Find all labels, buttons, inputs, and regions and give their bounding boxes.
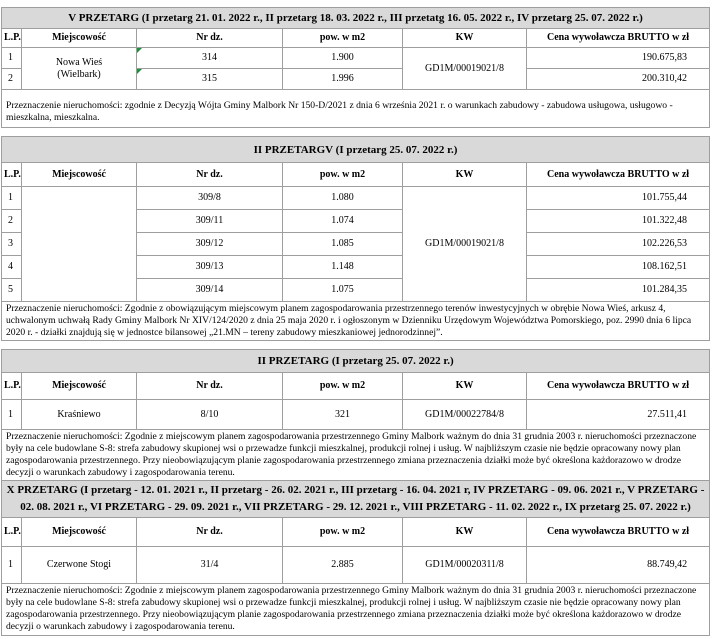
- cell-lp[interactable]: 2: [2, 69, 22, 90]
- auction-table-x: [1, 480, 710, 636]
- header-nr: Nr dz.: [137, 518, 283, 547]
- cell-pow[interactable]: 1.085: [283, 233, 403, 256]
- note-row: [2, 430, 710, 481]
- section-title-row: [2, 8, 710, 29]
- header-row: [2, 518, 710, 547]
- cell-cena[interactable]: 88.749,42: [527, 547, 710, 584]
- header-kw: KW: [403, 373, 527, 400]
- cell-cena[interactable]: 101.755,44: [527, 187, 710, 210]
- header-lp: L.P.: [2, 163, 22, 187]
- cell-cena[interactable]: 200.310,42: [527, 69, 710, 90]
- cell-lp[interactable]: 1: [2, 48, 22, 69]
- header-pow: pow. w m2: [283, 163, 403, 187]
- cell-kw[interactable]: GD1M/00020311/8: [403, 547, 527, 584]
- cell-lp[interactable]: 1: [2, 400, 22, 430]
- header-miejscowosc: Miejscowość: [22, 163, 137, 187]
- cell-pow[interactable]: 1.075: [283, 279, 403, 302]
- cell-cena[interactable]: 27.511,41: [527, 400, 710, 430]
- table-row: [2, 400, 710, 430]
- table-row: [2, 187, 710, 210]
- cell-pow[interactable]: 1.900: [283, 48, 403, 69]
- note-row: [2, 584, 710, 636]
- note-row: [2, 302, 710, 341]
- header-nr: Nr dz.: [137, 163, 283, 187]
- cell-cena[interactable]: 101.322,48: [527, 210, 710, 233]
- cell-nr[interactable]: 8/10: [137, 400, 283, 430]
- header-miejscowosc: Miejscowość: [22, 29, 137, 48]
- header-miejscowosc: Miejscowość: [22, 518, 137, 547]
- cell-nr[interactable]: 314: [137, 48, 283, 69]
- cell-miejscowosc[interactable]: Czerwone Stogi: [22, 547, 137, 584]
- header-lp: L.P.: [2, 518, 22, 547]
- section-title-row: [2, 481, 710, 518]
- header-pow: pow. w m2: [283, 518, 403, 547]
- place-subname: (Wielbark): [57, 68, 101, 80]
- cell-kw[interactable]: GD1M/00019021/8: [403, 48, 527, 90]
- section-title: II PRZETARG (I przetarg 25. 07. 2022 r.): [2, 350, 710, 373]
- header-nr: Nr dz.: [137, 373, 283, 400]
- header-row: [2, 373, 710, 400]
- purpose-note[interactable]: Przeznaczenie nieruchomości: Zgodnie z miejscowym planem zagospodarowania przestrzennego Gminy Malbork ważnym do dnia 31 grudnia 2003 r. nieruchomości przeznaczone były na cele budowlane S-8: strefa zabudowy skupionej wsi o przewadze funkcji mieszkalnej, produkcji rolnej i usług. W najbliższym czasie nie będzie opracowany nowy plan zagospodarowania przestrzennego. Przy nieobowiązującym planie zagospodarowania przestrzennego zmiana przeznaczenia działki może być określona każdorazowo w drodze decyzji o warunkach zabudowy i zagospodarowania terenu.: [2, 430, 710, 481]
- section-title-row: [2, 137, 710, 163]
- auction-table-ii-a: [1, 136, 710, 341]
- cell-nr[interactable]: 309/8: [137, 187, 283, 210]
- cell-cena[interactable]: 101.284,35: [527, 279, 710, 302]
- header-cena: Cena wywoławcza BRUTTO w zł: [527, 29, 710, 48]
- cell-pow[interactable]: 1.996: [283, 69, 403, 90]
- auction-table-ii-b: [1, 349, 710, 481]
- cell-pow[interactable]: 2.885: [283, 547, 403, 584]
- cell-pow[interactable]: 1.074: [283, 210, 403, 233]
- section-title: V PRZETARG (I przetarg 21. 01. 2022 r., II przetarg 18. 03. 2022 r., III przetatg 16. 05. 2022 r., IV przetarg 25. 07. 2022 r.): [2, 8, 710, 29]
- cell-cena[interactable]: 190.675,83: [527, 48, 710, 69]
- header-miejscowosc: Miejscowość: [22, 373, 137, 400]
- sheet-right-margin: [710, 0, 718, 639]
- header-kw: KW: [403, 518, 527, 547]
- cell-nr[interactable]: 309/11: [137, 210, 283, 233]
- table-row: [2, 48, 710, 69]
- header-nr: Nr dz.: [137, 29, 283, 48]
- cell-lp[interactable]: 2: [2, 210, 22, 233]
- header-pow: pow. w m2: [283, 373, 403, 400]
- header-kw: KW: [403, 163, 527, 187]
- purpose-note[interactable]: Przeznaczenie nieruchomości: Zgodnie z miejscowym planem zagospodarowania przestrzennego Gminy Malbork ważnym do dnia 31 grudnia 2003 r. nieruchomości przeznaczone były na cele budowlane S-8: strefa zabudowy skupionej wsi o przewadze funkcji mieszkalnej, produkcji rolnej i usług. W najbliższym czasie nie będzie opracowany nowy plan zagospodarowania przestrzennego. Przy nieobowiązującym planie zagospodarowania przestrzennego zmiana przeznaczenia działki może być określona każdorazowo w drodze decyzji o warunkach zabudowy i zagospodarowania terenu.: [2, 584, 710, 636]
- section-title: II PRZETARGV (I przetarg 25. 07. 2022 r.): [2, 137, 710, 163]
- cell-pow[interactable]: 1.080: [283, 187, 403, 210]
- table-row: [2, 547, 710, 584]
- purpose-note[interactable]: Przeznaczenie nieruchomości: zgodnie z Decyzją Wójta Gminy Malbork Nr 150-D/2021 z dnia 6 września 2021 r. o warunkach zabudowy - zabudowa usługowa, usługowo - mieszkalna, mieszkalna.: [2, 90, 710, 128]
- header-cena: Cena wywoławcza BRUTTO w zł: [527, 373, 710, 400]
- header-lp: L.P.: [2, 29, 22, 48]
- header-row: [2, 29, 710, 48]
- section-title-row: [2, 350, 710, 373]
- cell-cena[interactable]: 102.226,53: [527, 233, 710, 256]
- cell-nr[interactable]: 309/13: [137, 256, 283, 279]
- cell-lp[interactable]: 1: [2, 187, 22, 210]
- cell-miejscowosc[interactable]: [22, 48, 137, 90]
- cell-miejscowosc[interactable]: [22, 187, 137, 302]
- header-kw: KW: [403, 29, 527, 48]
- cell-lp[interactable]: 4: [2, 256, 22, 279]
- header-row: [2, 163, 710, 187]
- purpose-note[interactable]: Przeznaczenie nieruchomości: Zgodnie z obowiązującym miejscowym planem zagospodarowania przestrzennego terenów inwestycyjnych w obrębie Nowa Wieś, arkusz 4, uchwalonym uchwałą Rady Gminy Malbork Nr XIV/124/2020 z dnia 25 maja 2020 r. i ogłoszonym w Dzienniku Urzędowym Województwa Pomorskiego, poz. 2990 dnia 6 lipca 2020 r. - działki znajdują się w jednostce bilansowej „21.MN – tereny zabudowy mieszkaniowej jednorodzinnej”.: [2, 302, 710, 341]
- cell-nr[interactable]: 315: [137, 69, 283, 90]
- place-name: Nowa Wieś: [55, 56, 103, 68]
- note-row: [2, 90, 710, 128]
- header-cena: Cena wywoławcza BRUTTO w zł: [527, 518, 710, 547]
- cell-miejscowosc[interactable]: Kraśniewo: [22, 400, 137, 430]
- cell-lp[interactable]: 1: [2, 547, 22, 584]
- cell-kw[interactable]: GD1M/00022784/8: [403, 400, 527, 430]
- header-cena: Cena wywoławcza BRUTTO w zł: [527, 163, 710, 187]
- auction-table-v: [1, 7, 710, 128]
- cell-cena[interactable]: 108.162,51: [527, 256, 710, 279]
- header-pow: pow. w m2: [283, 29, 403, 48]
- cell-pow[interactable]: 1.148: [283, 256, 403, 279]
- cell-lp[interactable]: 5: [2, 279, 22, 302]
- section-title: X PRZETARG (I przetarg - 12. 01. 2021 r., II przetarg - 26. 02. 2021 r., III przetarg - 16. 04. 2021 r, IV PRZETARG - 09. 06. 2021 r., V PRZETARG - 02. 08. 2021 r., VI PRZETARG - 29. 09. 2021 r., VII PRZETARG - 29. 12. 2021 r., VIII PRZETARG - 11. 02. 2022 r., IX przetarg 25. 07. 2022 r.): [2, 481, 710, 518]
- cell-pow[interactable]: 321: [283, 400, 403, 430]
- cell-nr[interactable]: 31/4: [137, 547, 283, 584]
- header-lp: L.P.: [2, 373, 22, 400]
- cell-kw[interactable]: GD1M/00019021/8: [403, 187, 527, 302]
- cell-nr[interactable]: 309/14: [137, 279, 283, 302]
- cell-nr[interactable]: 309/12: [137, 233, 283, 256]
- cell-lp[interactable]: 3: [2, 233, 22, 256]
